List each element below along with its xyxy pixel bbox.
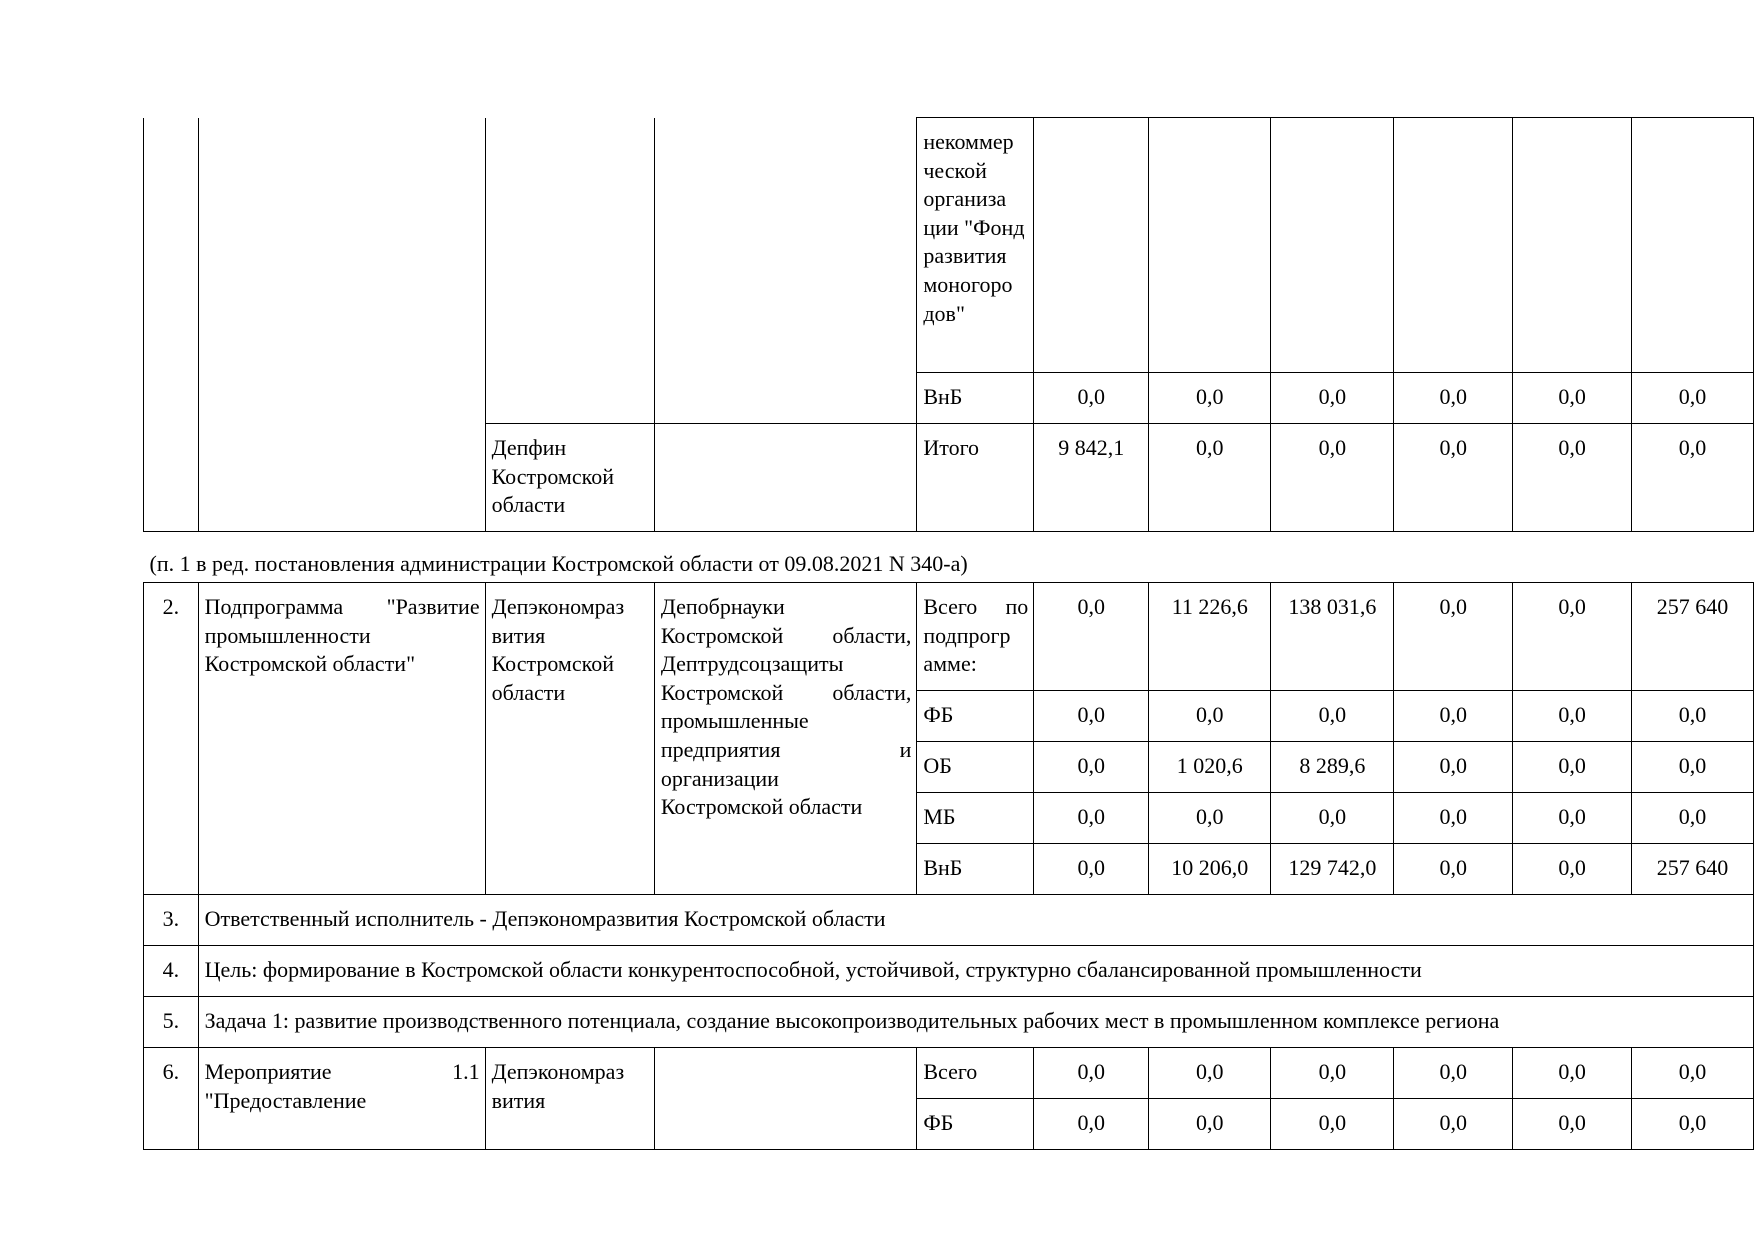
value-cell: 0,0	[1632, 691, 1754, 742]
value-cell: 0,0	[1034, 742, 1149, 793]
value-cell: 0,0	[1394, 583, 1513, 691]
executor-cell	[485, 118, 654, 373]
row-number-cell: 3.	[144, 895, 199, 946]
value-cell: 0,0	[1271, 793, 1394, 844]
value-cell	[1513, 118, 1632, 373]
table-row	[144, 895, 1754, 946]
measure-name-rest: промышленности Костромской области"	[204, 622, 416, 677]
value-cell: 0,0	[1632, 1048, 1754, 1099]
co-executor-line: промышленные	[660, 708, 809, 734]
value-cell: 0,0	[1394, 691, 1513, 742]
value-cell: 0,0	[1513, 844, 1632, 895]
co-executor-line: Костромской области	[660, 794, 863, 820]
row-number-cell: 4.	[144, 946, 199, 997]
value-cell: 0,0	[1632, 373, 1754, 424]
value-cell: 129 742,0	[1271, 844, 1394, 895]
funding-source-cell: ОБ	[917, 742, 1034, 793]
value-cell: 0,0	[1394, 1048, 1513, 1099]
value-cell	[1149, 118, 1271, 373]
value-cell: 1 020,6	[1149, 742, 1271, 793]
value-cell: 138 031,6	[1271, 583, 1394, 691]
value-cell: 0,0	[1149, 793, 1271, 844]
value-cell: 0,0	[1632, 1099, 1754, 1150]
amendment-row	[144, 532, 1754, 583]
value-cell: 0,0	[1271, 373, 1394, 424]
value-cell: 0,0	[1513, 424, 1632, 532]
value-cell: 0,0	[1271, 1048, 1394, 1099]
value-cell: 0,0	[1513, 742, 1632, 793]
co-executor-word: Костромской	[660, 679, 784, 705]
row-number-cell: 5.	[144, 997, 199, 1048]
measure-name-word: Подпрограмма	[204, 594, 344, 619]
value-cell: 0,0	[1149, 691, 1271, 742]
value-cell: 0,0	[1513, 691, 1632, 742]
table-row	[144, 1048, 1754, 1099]
value-cell: 0,0	[1513, 373, 1632, 424]
measure-name-cell	[198, 583, 485, 895]
value-cell: 0,0	[1149, 424, 1271, 532]
funding-source-cell: ФБ	[917, 691, 1034, 742]
value-cell: 0,0	[1271, 1099, 1394, 1150]
value-cell: 0,0	[1034, 373, 1149, 424]
value-cell	[1394, 118, 1513, 373]
measure-name-word: "Развитие	[386, 594, 480, 619]
merged-text-cell: Цель: формирование в Костромской области конкурентоспособной, устойчивой, структурно сбалансированной промышленности	[198, 946, 1753, 997]
co-executor-line: организации	[660, 765, 779, 791]
value-cell: 0,0	[1034, 844, 1149, 895]
value-cell: 8 289,6	[1271, 742, 1394, 793]
table-row	[144, 118, 1754, 373]
funding-source-cell: некоммер ческой организа ции "Фонд развития моногоро дов"	[917, 118, 1034, 373]
value-cell	[1034, 118, 1149, 373]
value-cell: 0,0	[1149, 1048, 1271, 1099]
value-cell: 0,0	[1513, 793, 1632, 844]
value-cell: 0,0	[1034, 1099, 1149, 1150]
value-cell: 0,0	[1513, 1048, 1632, 1099]
co-executor-cell	[654, 424, 917, 532]
value-cell: 9 842,1	[1034, 424, 1149, 532]
co-executor-cell	[654, 118, 917, 373]
value-cell: 10 206,0	[1149, 844, 1271, 895]
executor-cell: Депфин Костромской области	[485, 424, 654, 532]
table-row	[144, 583, 1754, 691]
funding-source-cell: ВнБ	[917, 373, 1034, 424]
funding-source-cell: Итого	[917, 424, 1034, 532]
amendment-note: (п. 1 в ред. постановления администрации Костромской области от 09.08.2021 N 340-а)	[144, 532, 1754, 583]
funding-source-word: по	[1005, 594, 1029, 619]
funding-source-word: Всего	[923, 594, 978, 619]
funding-source-rest: подпрогр амме:	[923, 622, 1011, 677]
table-row	[144, 424, 1754, 532]
table-row	[144, 946, 1754, 997]
value-cell: 0,0	[1394, 844, 1513, 895]
value-cell: 0,0	[1394, 424, 1513, 532]
value-cell: 0,0	[1513, 1099, 1632, 1150]
co-executor-word: области,	[832, 679, 912, 705]
funding-source-cell: МБ	[917, 793, 1034, 844]
merged-text-cell: Ответственный исполнитель - Депэкономразвития Костромской области	[198, 895, 1753, 946]
co-executor-word: и	[899, 736, 912, 762]
value-cell: 0,0	[1632, 424, 1754, 532]
measure-name-cell	[198, 118, 485, 373]
co-executor-cell	[654, 1048, 917, 1150]
value-cell: 257 640	[1632, 583, 1754, 691]
co-executor-cell	[654, 583, 917, 895]
value-cell: 0,0	[1034, 793, 1149, 844]
co-executor-word: предприятия	[660, 736, 781, 762]
value-cell: 0,0	[1394, 1099, 1513, 1150]
value-cell: 0,0	[1632, 742, 1754, 793]
value-cell: 0,0	[1149, 1099, 1271, 1150]
measure-name-cell	[198, 373, 485, 424]
measure-name-cell	[198, 1048, 485, 1150]
table-row	[144, 373, 1754, 424]
value-cell	[1632, 118, 1754, 373]
value-cell: 0,0	[1149, 373, 1271, 424]
co-executor-line: Депобрнауки	[660, 594, 785, 619]
co-executor-word: Костромской	[660, 622, 784, 648]
funding-source-cell: Всего	[917, 1048, 1034, 1099]
co-executor-cell	[654, 373, 917, 424]
row-number-cell	[144, 373, 199, 424]
measure-name-word: 1.1	[452, 1059, 480, 1084]
value-cell	[1271, 118, 1394, 373]
measure-name-cell	[198, 424, 485, 532]
funding-source-cell	[917, 583, 1034, 691]
value-cell: 0,0	[1034, 1048, 1149, 1099]
value-cell: 0,0	[1394, 742, 1513, 793]
table-row	[144, 997, 1754, 1048]
value-cell: 0,0	[1034, 583, 1149, 691]
value-cell: 0,0	[1394, 793, 1513, 844]
measure-name-rest: "Предоставление	[204, 1087, 367, 1113]
value-cell: 11 226,6	[1149, 583, 1271, 691]
value-cell: 0,0	[1034, 691, 1149, 742]
program-finance-table	[143, 117, 1754, 1150]
co-executor-word: области,	[832, 622, 912, 648]
row-number-cell	[144, 424, 199, 532]
executor-cell	[485, 373, 654, 424]
merged-text-cell: Задача 1: развитие производственного потенциала, создание высокопроизводительных рабочих мест в промышленном комплексе региона	[198, 997, 1753, 1048]
executor-cell: Депэкономраз вития	[485, 1048, 654, 1150]
value-cell: 0,0	[1632, 793, 1754, 844]
funding-source-cell: ФБ	[917, 1099, 1034, 1150]
measure-name-word: Мероприятие	[204, 1059, 332, 1084]
value-cell: 0,0	[1513, 583, 1632, 691]
funding-source-cell: ВнБ	[917, 844, 1034, 895]
row-number-cell: 2.	[144, 583, 199, 895]
value-cell: 0,0	[1271, 424, 1394, 532]
value-cell: 0,0	[1271, 691, 1394, 742]
co-executor-line: Дептрудсоцзащиты	[660, 651, 844, 677]
executor-cell: Депэкономраз вития Костромской области	[485, 583, 654, 895]
value-cell: 257 640	[1632, 844, 1754, 895]
row-number-cell: 6.	[144, 1048, 199, 1150]
row-number-cell	[144, 118, 199, 373]
value-cell: 0,0	[1394, 373, 1513, 424]
